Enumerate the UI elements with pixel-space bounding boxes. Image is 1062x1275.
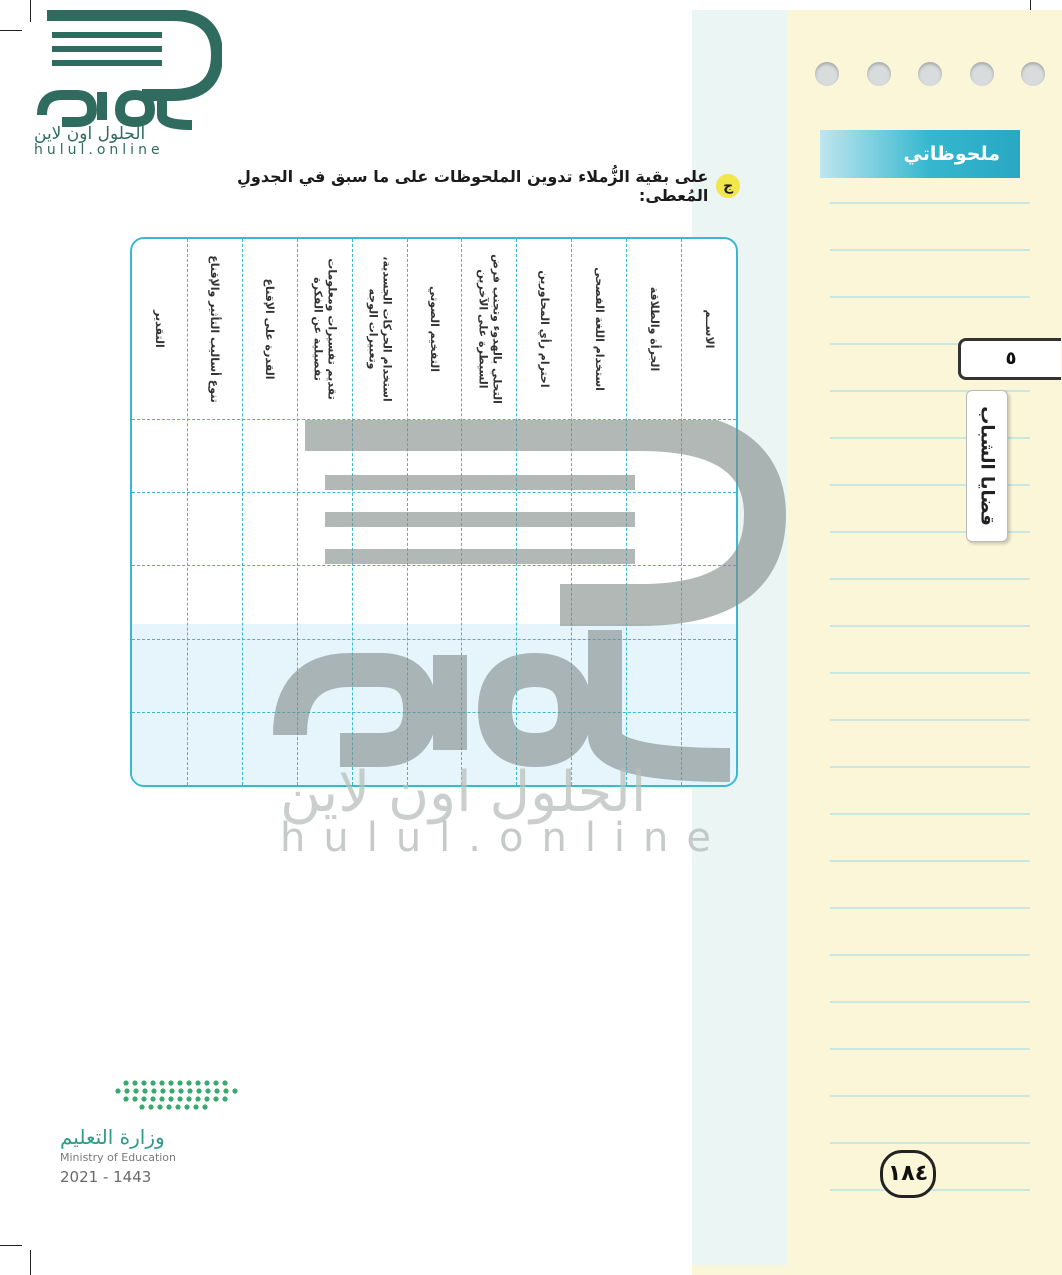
column-header (297, 239, 352, 419)
ministry-dot (177, 1080, 182, 1085)
ministry-dot (195, 1096, 200, 1101)
column-header-label: التحلي بالهدوء وتجنب فرض السيطرة على الآخرين (475, 254, 504, 404)
ministry-dot (159, 1080, 164, 1085)
column-header-label: استخدام الحركات الجسدية، وتعبيرات الوجه (366, 256, 394, 402)
notes-title: ملحوظاتي (820, 130, 1020, 178)
ministry-dot (184, 1104, 189, 1109)
instruction-text: على بقية الزُّملاء تدوين الملحوظات على ما سبق في الجدولِ المُعطى: (237, 167, 709, 205)
column-header-label: تقديم تفسيرات ومعلومات تفصيلية عن الفكرة (311, 258, 339, 400)
ministry-dot (168, 1080, 173, 1085)
ministry-dot (196, 1088, 201, 1093)
ministry-dot (187, 1088, 192, 1093)
ministry-dot (166, 1104, 171, 1109)
column-header-label: استخدام اللغة الفصحى (592, 267, 606, 391)
column-header-label: التفخيم الصوتي (428, 285, 442, 373)
ministry-dot (142, 1088, 147, 1093)
ministry-year: 2021 - 1443 (60, 1168, 152, 1186)
ministry-dot (115, 1088, 120, 1093)
ministry-dot (178, 1088, 183, 1093)
column-header-label: الجرأة والطلاقة (647, 286, 661, 372)
chapter-number: ٥ (958, 338, 1061, 380)
column-header (187, 239, 242, 419)
ministry-dot (123, 1080, 128, 1085)
binder-hole (867, 62, 891, 86)
ministry-dot (177, 1096, 182, 1101)
ministry-dot (150, 1096, 155, 1101)
ministry-dot (148, 1104, 153, 1109)
ministry-dot (139, 1104, 144, 1109)
binder-holes (815, 62, 1045, 86)
binder-hole (970, 62, 994, 86)
binder-hole (815, 62, 839, 86)
column-divider (187, 239, 188, 785)
ministry-dot (205, 1088, 210, 1093)
logo-arabic-text: الحلول اون لاين (34, 124, 146, 144)
ministry-dots-icon (58, 1075, 258, 1120)
column-header-label: الاســم (702, 309, 716, 349)
column-header (681, 239, 736, 419)
ministry-dot (186, 1096, 191, 1101)
ministry-dot (193, 1104, 198, 1109)
ministry-dot (222, 1096, 227, 1101)
hulul-logo (12, 8, 212, 158)
ministry-dot (150, 1080, 155, 1085)
ministry-dot (204, 1080, 209, 1085)
unit-tab (966, 390, 1008, 542)
watermark-arabic-text: الحلول اون لاين (280, 760, 647, 825)
ministry-dot (132, 1080, 137, 1085)
page-number: ١٨٤ (880, 1150, 936, 1198)
column-header (407, 239, 462, 419)
ministry-dot (123, 1096, 128, 1101)
ministry-dot (159, 1096, 164, 1101)
binder-hole (918, 62, 942, 86)
crop-mark (30, 1250, 31, 1275)
column-header (132, 239, 187, 419)
column-divider (242, 239, 243, 785)
column-header (352, 239, 407, 419)
instruction-bullet: ج (716, 174, 740, 198)
ministry-dot (202, 1104, 207, 1109)
column-header (242, 239, 297, 419)
crop-mark (0, 1245, 22, 1246)
watermark-latin-text: hulul.online (280, 815, 730, 861)
column-header (626, 239, 681, 419)
logo-latin-text: hulul.online (34, 142, 164, 158)
ministry-dot (169, 1088, 174, 1093)
column-header-label: تنوع أساليب التأثير والإقناع (208, 255, 222, 403)
ministry-dot (133, 1088, 138, 1093)
instruction-line (170, 167, 740, 205)
ministry-dot (175, 1104, 180, 1109)
ministry-dot (204, 1096, 209, 1101)
ministry-dot (132, 1096, 137, 1101)
ministry-dot (157, 1104, 162, 1109)
ministry-dot (160, 1088, 165, 1093)
ministry-dot (151, 1088, 156, 1093)
ministry-dot (186, 1080, 191, 1085)
ministry-dot (195, 1080, 200, 1085)
column-header-label: القدرة على الإقناع (263, 278, 277, 380)
column-header (516, 239, 571, 419)
ministry-dot (222, 1080, 227, 1085)
column-header-label: احترام رأي المحاورين (537, 270, 551, 388)
column-header-label: التقدير (153, 310, 167, 348)
ministry-dot (141, 1080, 146, 1085)
ministry-dot (223, 1088, 228, 1093)
ministry-english-name: Ministry of Education (60, 1151, 177, 1164)
ministry-dot (141, 1096, 146, 1101)
ministry-arabic-name: وزارة التعليم (60, 1125, 165, 1149)
ministry-dot (168, 1096, 173, 1101)
column-header (461, 239, 516, 419)
unit-title: قضايا الشباب (976, 406, 998, 526)
column-header (571, 239, 626, 419)
binder-hole (1021, 62, 1045, 86)
ministry-dot (214, 1088, 219, 1093)
ministry-dot (213, 1096, 218, 1101)
ministry-logo (58, 1075, 258, 1195)
ministry-dot (232, 1088, 237, 1093)
ministry-dot (213, 1080, 218, 1085)
ministry-dot (124, 1088, 129, 1093)
